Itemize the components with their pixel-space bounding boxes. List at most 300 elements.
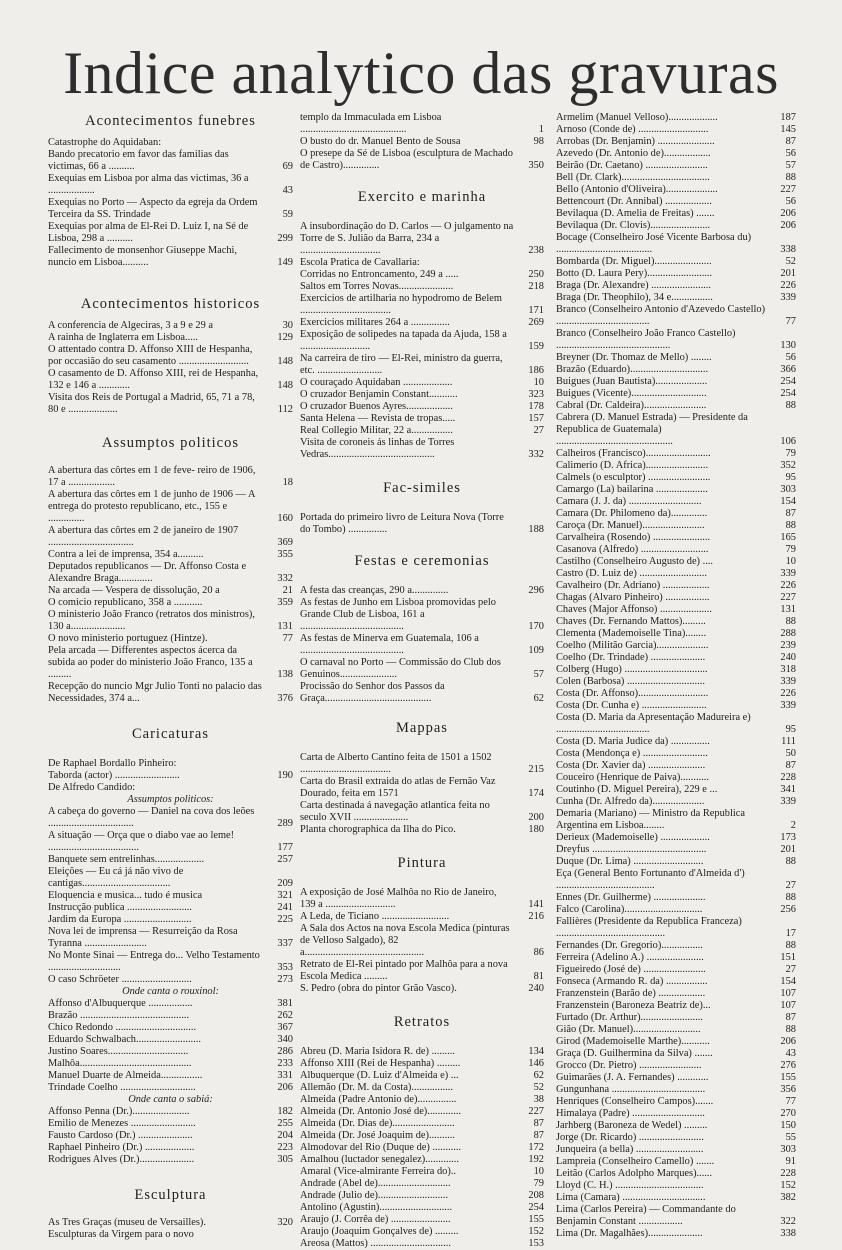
entry-text: Duque (Dr. Lima) ........................... [556, 856, 704, 867]
page-number: 88 [785, 1024, 796, 1035]
page-number: 38 [533, 1094, 544, 1105]
page-number: 107 [780, 1000, 796, 1011]
section-heading: Caricaturas [131, 726, 210, 742]
page-number: 226 [780, 688, 796, 699]
index-entry [48, 137, 293, 149]
index-entry [300, 425, 544, 437]
entry-text: Bando precatorio em favor das familias das victimas, 66 a .......... [48, 149, 229, 172]
entry-text: Furtado (Dr. Arthur)........................ [556, 1012, 703, 1023]
index-entry [556, 1084, 796, 1096]
entry-text: Esculpturas da Virgem para o novo [48, 1229, 194, 1240]
entry-text: O cruzador Buenos Ayres.................. [300, 401, 453, 412]
entry-text: Costa (Dr. Xavier da) ...................... [556, 760, 706, 771]
entry-text: Lima (Camara) ................................ [556, 1192, 706, 1203]
page-number: 206 [780, 208, 796, 219]
entry-text: Junqueira (a bella) .......................... [556, 1144, 704, 1155]
page-number: 107 [780, 988, 796, 999]
page-number: 170 [528, 621, 544, 632]
index-entry [48, 221, 293, 245]
index-entry [556, 868, 796, 892]
index-column-left [48, 112, 293, 1241]
index-entry [556, 1168, 796, 1180]
page-number: 305 [277, 1154, 293, 1165]
entry-text: Calheiros (Francisco)......................... [556, 448, 711, 459]
entry-text: A conferencia de Algeciras, 3 a 9 e 29 a [48, 320, 214, 331]
entry-text: Costa (Dr. Cunha e) ......................... [556, 700, 707, 711]
index-entry [300, 269, 544, 281]
entry-text: Almeida (Dr. Dias de)........................ [300, 1118, 455, 1129]
entry-text: Portada do primeiro livro de Leitura Nova (Torre do Tombo) ............... [300, 512, 504, 535]
index-entry [48, 1154, 293, 1166]
entry-text: Retrato de El-Rei pintado por Malhôa para a nova Escola Medica ......... [300, 959, 508, 982]
index-entry [556, 112, 796, 124]
entry-text: Na carreira de tiro — El-Rei, ministro da guerra, etc. ......................... [300, 353, 503, 376]
page-number: 173 [780, 832, 796, 843]
page-number: 98 [533, 136, 544, 147]
entry-text: Banquete sem entrelinhas................... [48, 854, 205, 865]
page-number: 332 [528, 449, 544, 460]
entry-text: Jorge (Dr. Ricardo) ......................... [556, 1132, 704, 1143]
entry-text: Costa (Dr. Affonso)........................... [556, 688, 709, 699]
page-number: 226 [780, 280, 796, 291]
index-entry [556, 976, 796, 988]
index-entry [556, 676, 796, 688]
entry-text: Calimerio (D. Africa)........................ [556, 460, 709, 471]
page-number: 43 [785, 1048, 796, 1059]
entry-text: Almeida (Dr. José Joaquim de).......... [300, 1130, 455, 1141]
page-number: 339 [780, 568, 796, 579]
index-entry [556, 1144, 796, 1156]
entry-text: Armelim (Manuel Velloso)................... [556, 112, 718, 123]
page-number: 69 [282, 161, 293, 172]
entry-text: Lima (Dr. Magalhães)..................... [556, 1228, 703, 1239]
page-number: 151 [780, 952, 796, 963]
index-entry [48, 197, 293, 221]
index-entry [300, 377, 544, 389]
index-entry [556, 1072, 796, 1084]
entry-text: Fernandes (Dr. Gregorio)................ [556, 940, 703, 951]
entry-text: Chico Redondo ............................... [48, 1022, 197, 1033]
index-entry [300, 293, 544, 317]
entry-text: Almeida (Dr. Antonio José de)............. [300, 1106, 462, 1117]
page-number: 228 [780, 1168, 796, 1179]
entry-text: Bombarda (Dr. Miguel)...................... [556, 256, 712, 267]
entry-text: O presepe da Sé de Lisboa (esculptura de Machado de Castro).............. [300, 148, 513, 171]
entry-text: As Tres Graças (museu de Versailles). [48, 1217, 206, 1228]
entry-text: Bell (Dr. Clark).................................. [556, 172, 710, 183]
entry-text: Affonso XIII (Rei de Hespanha) ......... [300, 1058, 461, 1069]
index-entry [48, 597, 293, 609]
entry-text: As festas de Minerva em Guatemala, 106 a ........................................ [300, 633, 479, 656]
index-entry [556, 892, 796, 904]
page-number: 150 [780, 1120, 796, 1131]
index-entry [300, 317, 544, 329]
entry-text: Lima (Carlos Pereira) — Commandante do Benjamin Constant ................. [556, 1204, 736, 1227]
index-entry [556, 412, 796, 448]
page-number: 186 [528, 365, 544, 376]
page-number: 43 [282, 185, 293, 196]
entry-text: Jardim da Europa .......................... [48, 914, 192, 925]
page-number: 160 [277, 513, 293, 524]
index-entry [300, 752, 544, 776]
page-number: 227 [528, 1106, 544, 1117]
spacer [48, 705, 293, 725]
entry-text: Calmels (o esculptor) ........................ [556, 472, 711, 483]
index-entry [556, 304, 796, 328]
index-column-right [556, 112, 796, 1240]
index-entry [300, 221, 544, 257]
entry-text: Antolino (Agustin)............................ [300, 1202, 453, 1213]
page-number: 182 [277, 1106, 293, 1117]
subheading: Assumptos politicos: [127, 794, 214, 805]
index-entry [556, 292, 796, 304]
page-number: 201 [780, 268, 796, 279]
subheading: Onde canta o rouxinol: [122, 986, 219, 997]
page-number: 87 [785, 760, 796, 771]
entry-text: Recepção do nuncio Mgr Julio Tonti no palacio das Necessidades, 374 a... [48, 681, 262, 704]
entry-text: Escola Pratica de Cavallaria: [300, 257, 420, 268]
index-entry [556, 148, 796, 160]
page-number: 56 [785, 148, 796, 159]
entry-text: Beirão (Dr. Caetano) ........................ [556, 160, 708, 171]
page-number: 62 [533, 1070, 544, 1081]
index-entry [556, 496, 796, 508]
index-entry [556, 640, 796, 652]
entry-text: O ministerio João Franco (retratos dos ministros), 130 a..................... [48, 609, 255, 632]
page-number: 56 [785, 352, 796, 363]
index-entry [48, 902, 293, 914]
entry-text: Buigues (Juan Bautista).................... [556, 376, 708, 387]
page-number: 238 [528, 245, 544, 256]
index-entry [300, 413, 544, 425]
page-number: 204 [277, 1130, 293, 1141]
entry-text: A situação — Orça que o diabo vae ao leme! ................................... [48, 830, 235, 853]
page-number: 1 [538, 124, 544, 135]
index-entry [48, 561, 293, 585]
index-entry [48, 806, 293, 830]
page-number: 10 [533, 377, 544, 388]
entry-text: Bevilaqua (D. Amelia de Freitas) ....... [556, 208, 715, 219]
page-number: 87 [785, 1012, 796, 1023]
entry-text: Lampreia (Conselheiro Camello) ....... [556, 1156, 715, 1167]
index-entry [48, 1118, 293, 1130]
index-entry [556, 1108, 796, 1120]
index-entry [556, 772, 796, 784]
spacer [48, 1166, 293, 1186]
entry-text: Amaral (Vice-almirante Ferreira do).. [300, 1166, 457, 1177]
index-entry [556, 748, 796, 760]
entry-text: Emilio de Menezes ......................... [48, 1118, 196, 1129]
page-number: 10 [533, 1166, 544, 1177]
page-number: 352 [780, 460, 796, 471]
entry-text: Branco (Conselheiro Antonio d'Azevedo Castello) .................................... [556, 304, 766, 327]
page-number: 322 [780, 1216, 796, 1227]
index-entry [48, 609, 293, 633]
entry-text: Camargo (La) bailarina .................... [556, 484, 708, 495]
entry-text: Abreu (D. Maria Isidora R. de) ......... [300, 1046, 455, 1057]
index-entry [556, 1156, 796, 1168]
entry-text: Pela arcada — Differentes aspectos ácerca da subida ao poder do ministerio João Franco, 135 a ......... [48, 645, 253, 680]
page-number: 353 [277, 962, 293, 973]
page-number: 303 [780, 484, 796, 495]
entry-text: Leitão (Carlos Adolpho Marques)...... [556, 1168, 713, 1179]
entry-text: De Alfredo Candido: [48, 782, 136, 793]
page-number: 208 [528, 1190, 544, 1201]
entry-text: Costa (D. Maria da Apresentação Madureira e) .................................... [556, 712, 751, 735]
page-number: 206 [780, 220, 796, 231]
index-entry [300, 353, 544, 377]
page-number: 339 [780, 292, 796, 303]
page-number: 215 [528, 764, 544, 775]
page-number: 30 [282, 320, 293, 331]
index-entry [300, 329, 544, 353]
index-entry [300, 1106, 544, 1118]
entry-text: O caso Schröeter ........................... [48, 974, 192, 985]
index-entry [556, 256, 796, 268]
entry-text: O busto do dr. Manuel Bento de Sousa [300, 136, 461, 147]
page-number: 299 [277, 233, 293, 244]
index-entry [556, 448, 796, 460]
page-number: 338 [780, 244, 796, 255]
index-entry [48, 392, 293, 416]
index-entry [556, 172, 796, 184]
index-entry [48, 830, 293, 854]
page-number: 159 [528, 341, 544, 352]
page-number: 157 [528, 413, 544, 424]
entry-text: Araujo (J. Corrêa de) ....................... [300, 1214, 451, 1225]
entry-text: Caroça (Dr. Manuel)........................ [556, 520, 705, 531]
entry-text: Exercicios militares 264 a ............... [300, 317, 450, 328]
entry-text: Camara (J. J. da) ............................ [556, 496, 702, 507]
index-entry [48, 770, 293, 782]
spacer [48, 750, 293, 758]
index-entry [556, 364, 796, 376]
page-number: 153 [528, 1238, 544, 1249]
page-number: 79 [533, 1178, 544, 1189]
page-number: 255 [277, 1118, 293, 1129]
page-number: 359 [277, 597, 293, 608]
spacer [300, 461, 544, 479]
index-entry [556, 208, 796, 220]
entry-text: Allemão (Dr. M. da Costa)................ [300, 1082, 453, 1093]
index-entry [556, 568, 796, 580]
index-entry [48, 681, 293, 705]
index-entry [48, 320, 293, 332]
section-heading: Mappas [396, 720, 448, 736]
entry-text: Costa (Mendonça e) ......................... [556, 748, 708, 759]
entry-text: A cabeça do governo — Daniel na cova dos leões ................................. [48, 806, 255, 829]
index-entry [556, 544, 796, 556]
entry-text: Coelho (Dr. Trindade) ..................... [556, 652, 706, 663]
page-number: 131 [277, 621, 293, 632]
index-entry [48, 173, 293, 197]
index-entry [48, 1082, 293, 1094]
entry-text: Exequias em Lisboa por alma das victimas, 36 a .................. [48, 173, 249, 196]
entry-text: A rainha de Inglaterra em Lisboa..... [48, 332, 199, 343]
index-entry [300, 401, 544, 413]
page-number: 145 [780, 124, 796, 135]
page-number: 131 [780, 604, 796, 615]
spacer [48, 269, 293, 295]
page-number: 254 [780, 376, 796, 387]
spacer [300, 705, 544, 719]
index-entry [48, 926, 293, 950]
index-entry [48, 332, 293, 344]
section-heading: Assumptos politicos [101, 435, 240, 451]
entry-text: O couraçado Aquidaban ................... [300, 377, 453, 388]
index-entry [556, 988, 796, 1000]
index-entry [556, 712, 796, 736]
page-number: 262 [277, 1010, 293, 1021]
spacer [300, 1038, 544, 1046]
page-number: 57 [785, 160, 796, 171]
index-entry [556, 532, 796, 544]
entry-text: A abertura das côrtes em 2 de janeiro de 1907 ................................. [48, 525, 239, 548]
entry-text: Andrade (Abel de)............................ [300, 1178, 451, 1189]
page-number: 2 [790, 820, 796, 831]
entry-text: Himalaya (Padre) ............................ [556, 1108, 705, 1119]
page-number: 318 [780, 664, 796, 675]
entry-text: Real Collegio Militar, 22 a................ [300, 425, 453, 436]
entry-text: Visita de coroneis ás linhas de Torres Vedras......................................... [300, 437, 455, 460]
page-number: 77 [785, 1096, 796, 1107]
index-entry [300, 633, 544, 657]
index-entry [300, 148, 544, 172]
page-number: 331 [277, 1070, 293, 1081]
section-heading: Festas e ceremonias [354, 553, 490, 569]
page-number: 86 [533, 947, 544, 958]
entry-text: Exequias no Porto — Aspecto da egreja da Ordem Terceira da SS. Trindade [48, 197, 258, 220]
index-entry [556, 1096, 796, 1108]
index-column-middle [300, 112, 544, 1250]
page-number: 227 [780, 592, 796, 603]
spacer [300, 744, 544, 752]
index-entry [48, 1046, 293, 1058]
index-entry [556, 616, 796, 628]
page-number: 87 [785, 508, 796, 519]
entry-text: Saltos em Torres Novas..................... [300, 281, 454, 292]
page-number: 188 [528, 524, 544, 535]
page-number: 155 [780, 1072, 796, 1083]
index-entry [556, 1036, 796, 1048]
entry-text: Derieux (Mademoiselle) ................... [556, 832, 710, 843]
index-entry [556, 472, 796, 484]
index-entry [300, 437, 544, 461]
index-entry [48, 1022, 293, 1034]
spacer [300, 536, 544, 552]
page-number: 201 [780, 844, 796, 855]
page-number: 77 [282, 633, 293, 644]
index-entry [48, 149, 293, 173]
index-entry [48, 368, 293, 392]
index-entry [48, 489, 293, 525]
entry-text: Fallières (Presidente da Republica Franceza) .......................................... [556, 916, 742, 939]
page-number: 88 [785, 856, 796, 867]
entry-text: O carnaval no Porto — Commissão do Club dos Genuinos...................... [300, 657, 501, 680]
index-entry [556, 580, 796, 592]
entry-text: Braga (Dr. Theophilo), 34 e................ [556, 292, 713, 303]
index-entry [300, 959, 544, 983]
entry-text: Camara (Dr. Philomeno da).............. [556, 508, 708, 519]
entry-text: A insubordinação do D. Carlos — O julgamento na Torre de S. Julião da Barra, 234 a ............................... [300, 221, 514, 256]
page-number: 79 [785, 448, 796, 459]
page-number: 27 [785, 964, 796, 975]
entry-text: Fausto Cardoso (Dr.) ..................... [48, 1130, 193, 1141]
entry-text: Casanova (Alfredo) .......................... [556, 544, 709, 555]
index-entry [300, 911, 544, 923]
entry-text: Grocco (Dr. Pietro) ........................ [556, 1060, 702, 1071]
entry-text: Cabrera (D. Manuel Estrada) — Presidente da Republica de Guatemala) ............................................. [556, 412, 748, 447]
entry-text: Coutinho (D. Miguel Pereira), 229 e ... [556, 784, 718, 795]
page-number: 339 [780, 796, 796, 807]
entry-text: Brazão (Eduardo).............................. [556, 364, 709, 375]
entry-text: Bocage (Conselheiro José Vicente Barbosa du) ..................................... [556, 232, 752, 255]
spacer [48, 416, 293, 434]
index-entry [556, 160, 796, 172]
page-number: 339 [780, 676, 796, 687]
entry-text: Girod (Mademoiselle Marthe)........... [556, 1036, 710, 1047]
entry-text: Eloquencia e musica... tudo é musica [48, 890, 203, 901]
entry-text: Bevilaqua (Dr. Clovis)....................... [556, 220, 711, 231]
entry-text: Botto (D. Laura Pery)......................... [556, 268, 713, 279]
entry-text: Exposição de solipedes na tapada da Ajuda, 158 a ........................... [300, 329, 507, 352]
index-entry [300, 983, 544, 995]
entry-text: A Sala dos Actos na nova Escola Medica (pinturas de Velloso Salgado), 82 a.............................................. [300, 923, 510, 958]
page-number: 286 [277, 1046, 293, 1057]
entry-text: Arnoso (Conde de) ........................... [556, 124, 709, 135]
spacer [300, 213, 544, 221]
index-entry [556, 1180, 796, 1192]
index-entry [556, 1132, 796, 1144]
entry-text: O attentado contra D. Affonso XIII de Hespanha, por occasião do seu casamento ........................... [48, 344, 253, 367]
page-number: 172 [528, 1142, 544, 1153]
page-number: 79 [785, 544, 796, 555]
entry-text: Trindade Coelho ............................. [48, 1082, 196, 1093]
index-entry [556, 832, 796, 844]
index-entry [556, 760, 796, 772]
page-number: 296 [528, 585, 544, 596]
index-entry [556, 856, 796, 868]
index-entry [48, 585, 293, 597]
entry-text: Raphael Pinheiro (Dr.) ................... [48, 1142, 195, 1153]
index-entry [556, 808, 796, 832]
entry-text: Branco (Conselheiro João Franco Castello) ............................................ [556, 328, 736, 351]
entry-text: No Monte Sinai — Entrega do... Velho Testamento ............................ [48, 950, 260, 973]
index-entry [556, 352, 796, 364]
entry-text: Arrobas (Dr. Benjamin) ...................... [556, 136, 715, 147]
entry-text: Carta do Brasil extraida do atlas de Fernão Vaz Dourado, feita em 1571 [300, 776, 496, 799]
page-number: 87 [533, 1130, 544, 1141]
index-entry [556, 376, 796, 388]
page-number: 250 [528, 269, 544, 280]
page-number: 225 [277, 914, 293, 925]
entry-text: Jarhberg (Baroneza de Wedel) ......... [556, 1120, 708, 1131]
page-number: 52 [785, 256, 796, 267]
index-entry [556, 124, 796, 136]
page-number: 216 [528, 911, 544, 922]
page-number: 155 [528, 1214, 544, 1225]
index-entry [556, 484, 796, 496]
page-number: 152 [780, 1180, 796, 1191]
index-entry [48, 890, 293, 902]
page-number: 130 [780, 340, 796, 351]
entry-text: O novo ministerio portuguez (Hintze). [48, 633, 208, 644]
entry-text: Contra a lei de imprensa, 354 a.......... [48, 549, 204, 560]
page-number: 148 [277, 380, 293, 391]
page-number: 10 [785, 556, 796, 567]
entry-text: Na arcada — Vespera de dissolução, 20 a [48, 585, 220, 596]
index-entry [300, 887, 544, 911]
